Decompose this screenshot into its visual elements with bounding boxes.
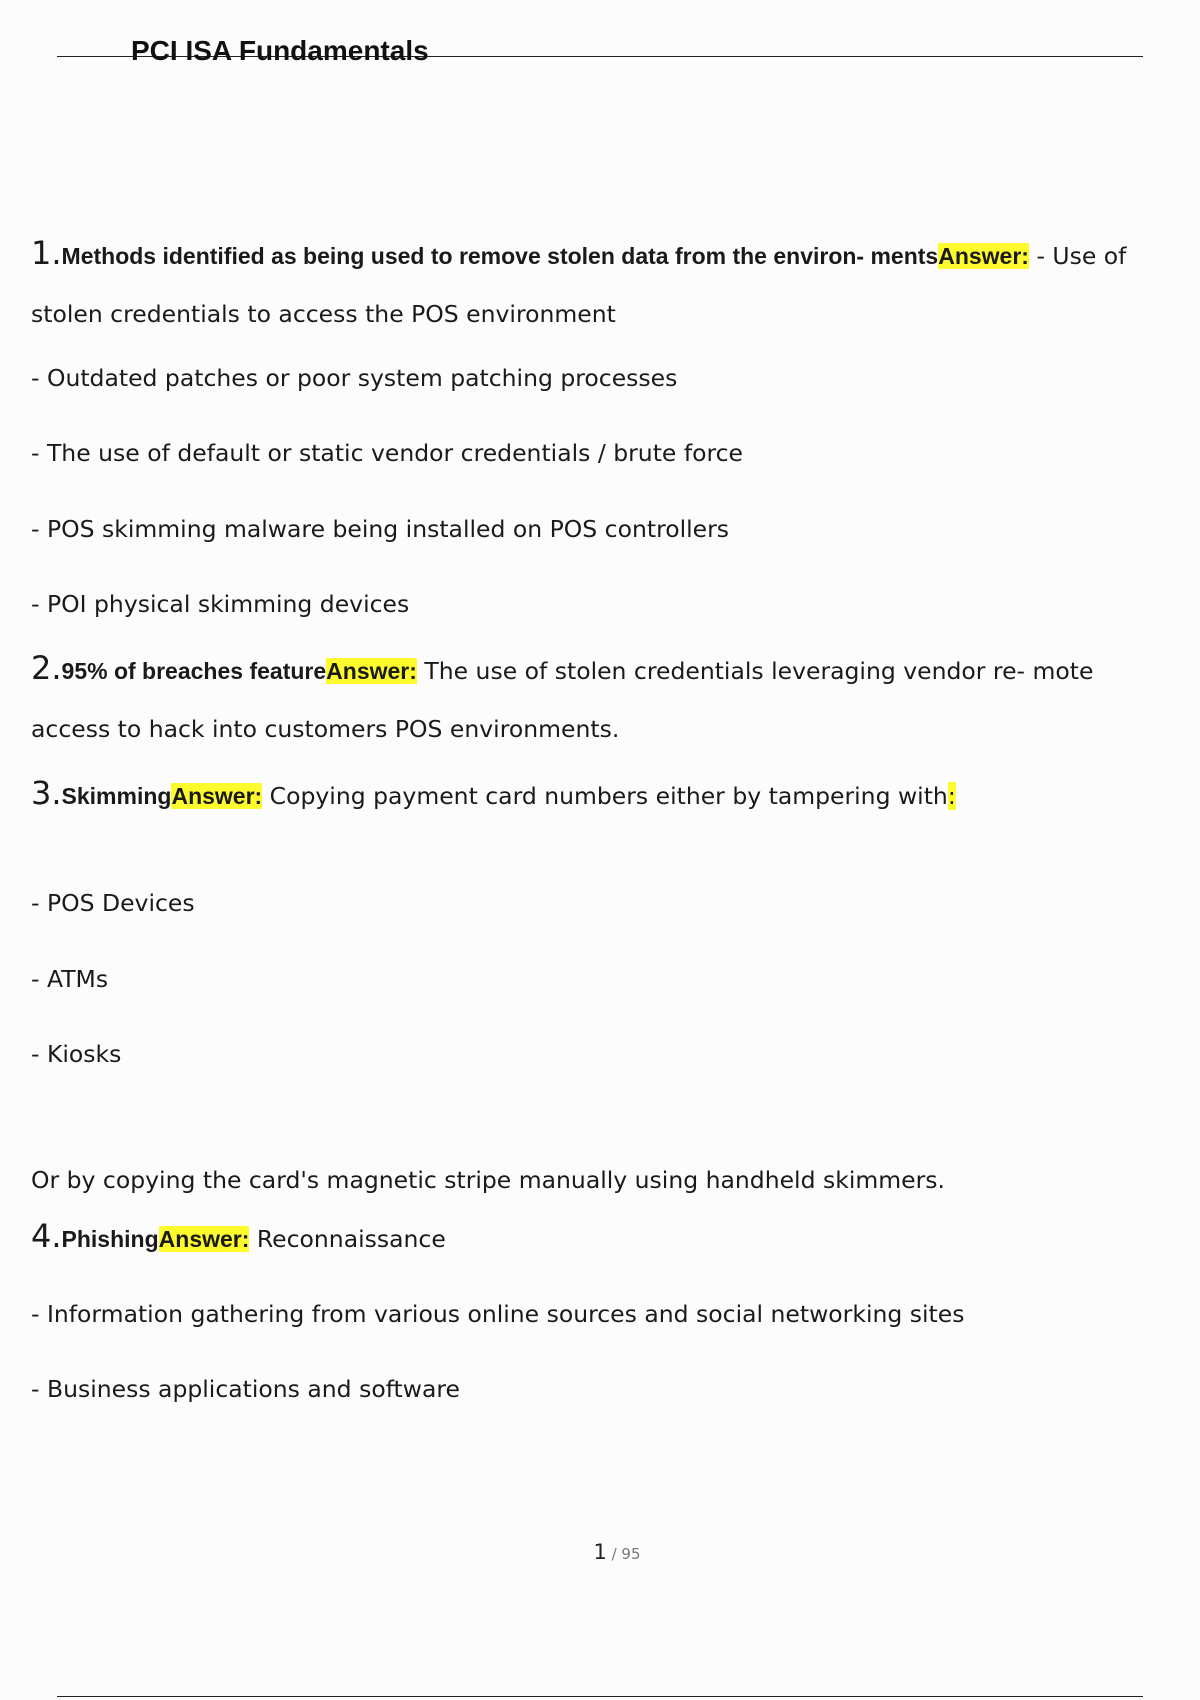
- question-3: [31, 776, 1181, 813]
- question-2: [31, 651, 1181, 688]
- list-item: - ATMs: [31, 965, 109, 993]
- list-item: - Information gathering from various online sources and social networking sites: [31, 1300, 965, 1328]
- answer-closing: Or by copying the card's magnetic stripe manually using handheld skimmers.: [31, 1166, 945, 1194]
- document-title: PCI ISA Fundamentals: [131, 35, 429, 66]
- question-number: 1.: [31, 234, 62, 272]
- answer-label: Answer:: [938, 243, 1029, 269]
- question-text: Phishing: [61, 1226, 159, 1252]
- list-item: - Business applications and software: [31, 1375, 460, 1403]
- question-number: 4.: [31, 1217, 62, 1255]
- page-current: 1: [593, 1540, 607, 1564]
- answer-text: Copying payment card numbers either by tampering with: [262, 782, 948, 810]
- answer-text: Reconnaissance: [249, 1225, 446, 1253]
- question-text: 95% of breaches feature: [61, 658, 327, 684]
- question-number: 2.: [31, 649, 62, 687]
- answer-continuation: access to hack into customers POS environments.: [31, 715, 620, 743]
- answer-text: The use of stolen credentials leveraging vendor re- mote: [416, 657, 1094, 685]
- document-body: [31, 236, 1181, 1406]
- answer-label: Answer:: [158, 1226, 250, 1252]
- list-item: - The use of default or static vendor credentials / brute force: [31, 439, 744, 467]
- page-total: / 95: [606, 1545, 641, 1563]
- answer-label: Answer:: [326, 658, 417, 684]
- question-text: Methods identified as being used to remove stolen data from the environ- ments: [61, 243, 939, 269]
- question-4: [31, 1219, 1181, 1256]
- list-item: - POI physical skimming devices: [31, 590, 410, 618]
- answer-text: - Use of: [1028, 242, 1127, 270]
- question-number: 3.: [31, 774, 62, 812]
- question-1: [31, 236, 1181, 273]
- answer-label: Answer:: [171, 783, 263, 809]
- list-item: - POS skimming malware being installed on POS controllers: [31, 515, 730, 543]
- list-item: - Kiosks: [31, 1040, 122, 1068]
- answer-highlight-mark: :: [947, 782, 956, 810]
- page-number: [0, 1540, 1200, 1564]
- question-text: Skimming: [61, 783, 172, 809]
- list-item: - Outdated patches or poor system patching processes: [31, 364, 678, 392]
- list-item: - POS Devices: [31, 889, 195, 917]
- footer-rule: [57, 1696, 1143, 1697]
- answer-continuation: stolen credentials to access the POS environment: [31, 300, 616, 328]
